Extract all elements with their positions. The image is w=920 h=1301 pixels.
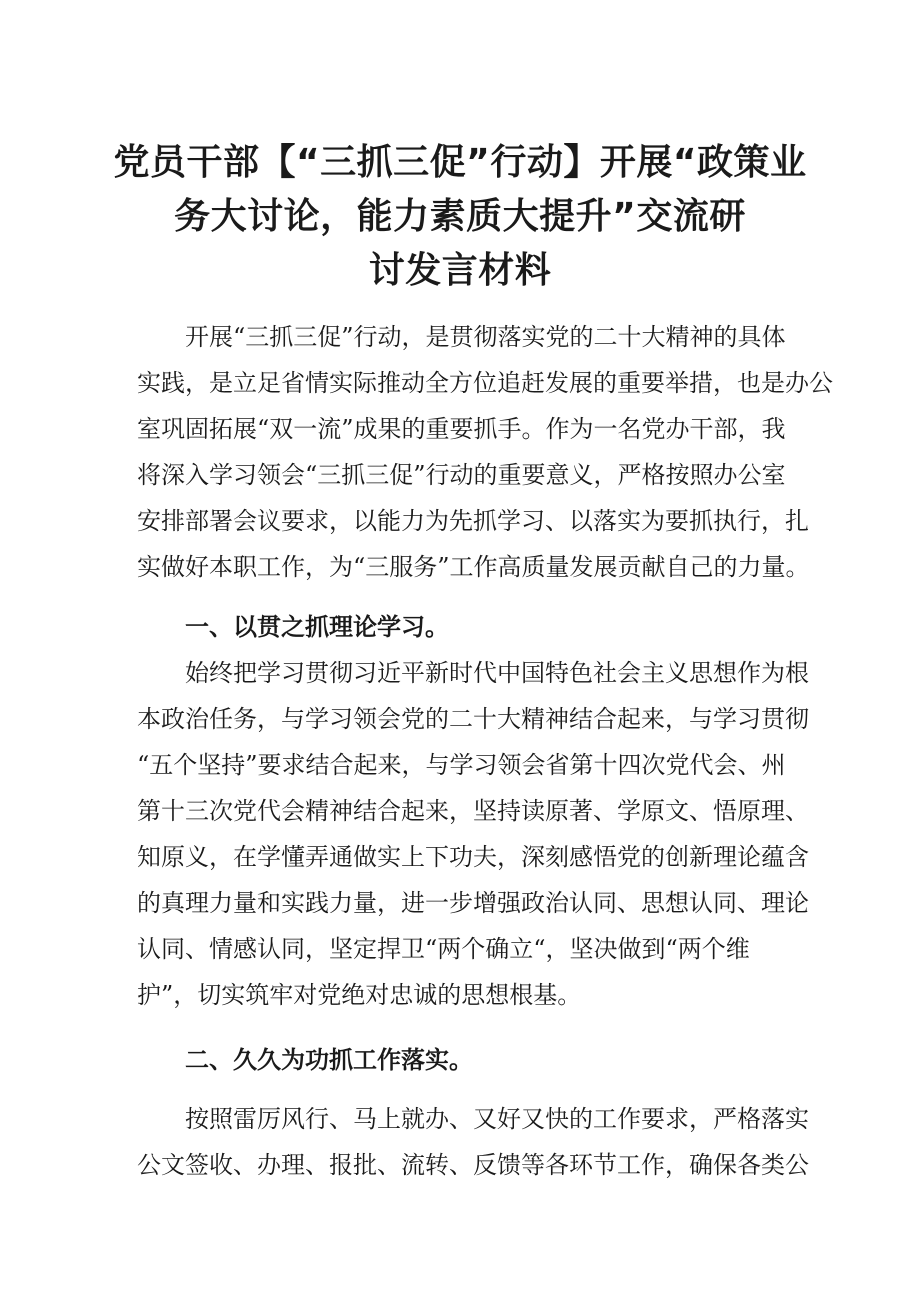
title-line: 讨发言材料 <box>368 250 552 291</box>
section-heading: 二、久久为功抓工作落实。 <box>185 1046 473 1074</box>
intro-paragraph <box>137 314 833 590</box>
title-line: 务大讨论，能力素质大提升”交流研 <box>174 196 746 237</box>
document-title <box>0 136 920 298</box>
paragraph-line: 公文签收、办理、报批、流转、反馈等各环节工作，确保各类公 <box>137 1151 809 1179</box>
section-1-paragraph <box>137 650 809 1018</box>
paragraph-line: 始终把学习贯彻习近平新时代中国特色社会主义思想作为根 <box>185 659 809 687</box>
paragraph-line: 按照雷厉风行、马上就办、又好又快的工作要求，严格落实 <box>185 1105 809 1133</box>
paragraph-line: 第十三次党代会精神结合起来，坚持读原著、学原文、悟原理、 <box>137 797 809 825</box>
section-2-paragraph <box>137 1096 809 1188</box>
paragraph-line: 的真理力量和实践力量，进一步增强政治认同、思想认同、理论 <box>137 889 809 917</box>
paragraph-line: 护”，切实筑牢对党绝对忠诚的思想根基。 <box>137 981 582 1009</box>
paragraph-line: “五个坚持”要求结合起来，与学习领会省第十四次党代会、州 <box>137 751 786 779</box>
paragraph-line: 室巩固拓展“双一流”成果的重要抓手。作为一名党办干部，我 <box>137 415 786 443</box>
paragraph-line: 实做好本职工作，为“三服务”工作高质量发展贡献自己的力量。 <box>137 553 810 581</box>
paragraph-line: 安排部署会议要求，以能力为先抓学习、以落实为要抓执行，扎 <box>137 507 809 535</box>
paragraph-line: 本政治任务，与学习领会党的二十大精神结合起来，与学习贯彻 <box>137 705 809 733</box>
paragraph-line: 实践，是立足省情实际推动全方位追赶发展的重要举措，也是办公 <box>137 369 833 397</box>
paragraph-line: 知原义，在学懂弄通做实上下功夫，深刻感悟党的创新理论蕴含 <box>137 843 809 871</box>
title-line: 党员干部【“三抓三促”行动】开展“政策业 <box>113 142 807 183</box>
paragraph-line: 将深入学习领会“三抓三促”行动的重要意义，严格按照办公室 <box>137 461 786 489</box>
paragraph-line: 开展“三抓三促”行动，是贯彻落实党的二十大精神的具体 <box>185 323 786 351</box>
section-heading: 一、以贯之抓理论学习。 <box>185 613 449 641</box>
paragraph-line: 认同、情感认同，坚定捍卫“两个确立“，坚决做到“两个维 <box>137 935 750 963</box>
